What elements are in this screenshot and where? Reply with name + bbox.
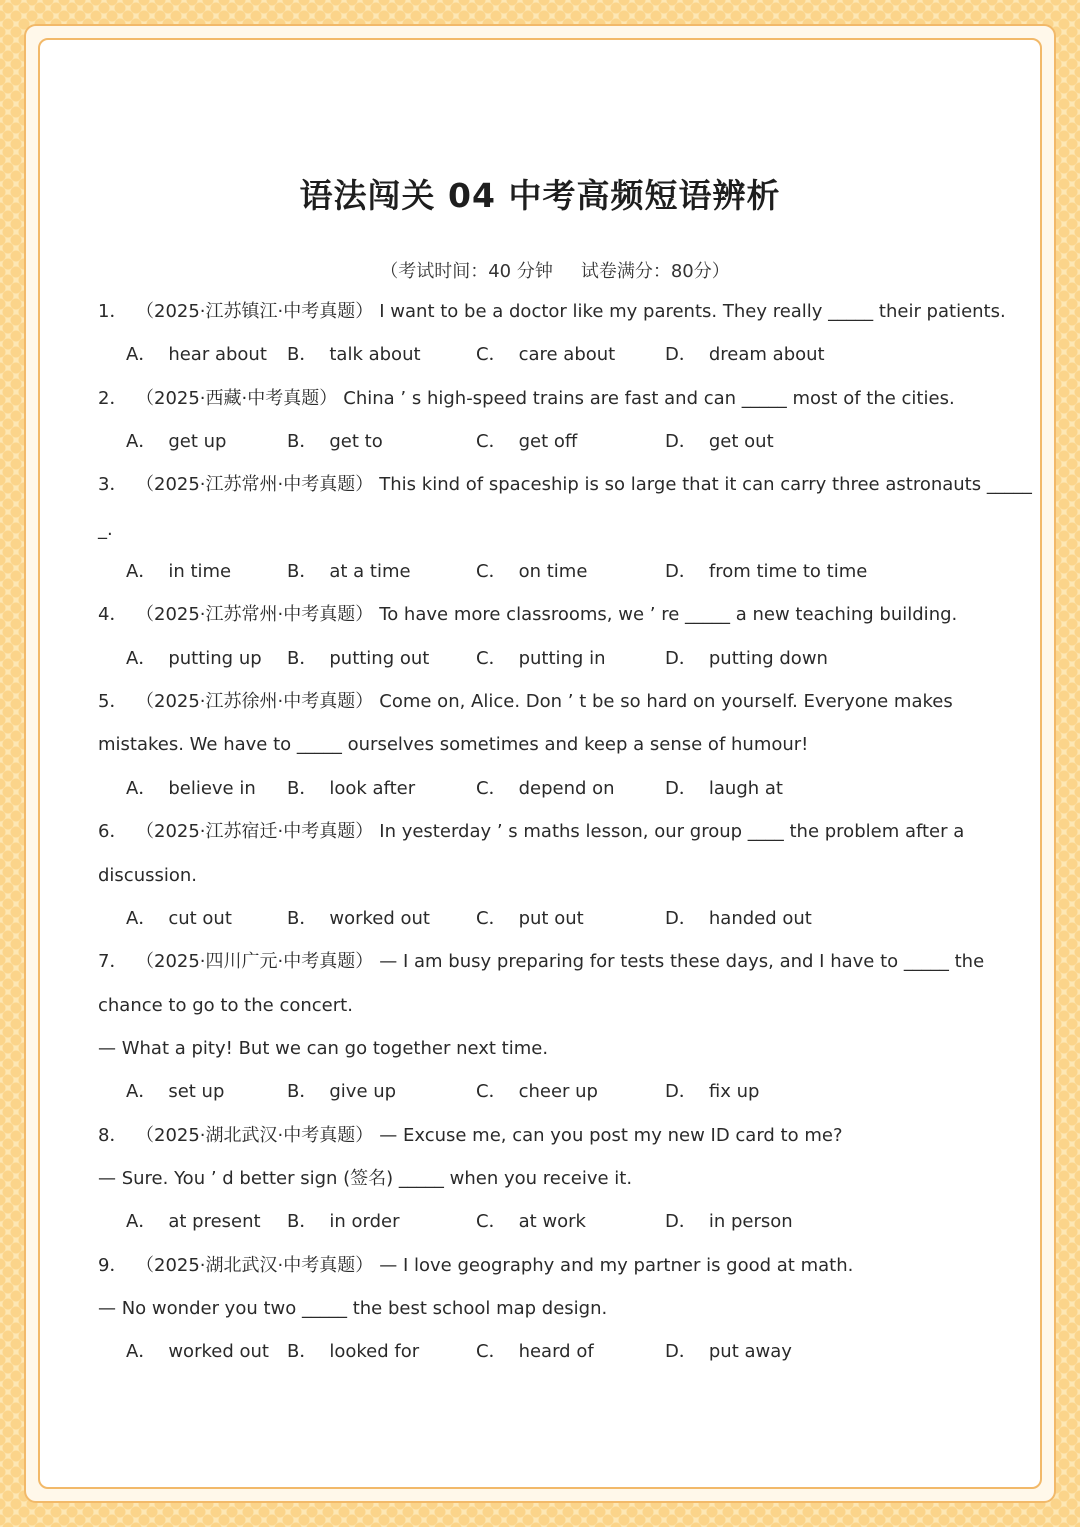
question-7-stem — [98, 950, 984, 974]
option-a[interactable]: A． in time — [126, 561, 232, 582]
option-b[interactable]: B． worked out — [287, 908, 430, 929]
question-text: In yesterday ’ s maths lesson, our group ____ the problem after a — [379, 821, 965, 842]
question-number: 7． — [98, 951, 128, 972]
question-5-stem-continued: mistakes. We have to _____ ourselves sometimes and keep a sense of humour! — [98, 734, 809, 755]
question-3-stem — [98, 473, 1032, 497]
question-7-stem-continued: chance to go to the concert. — [98, 995, 353, 1016]
question-1-stem — [98, 300, 1006, 324]
question-number: 2． — [98, 388, 128, 409]
option-c[interactable]: C． care about — [476, 344, 616, 365]
question-8-stem — [98, 1124, 843, 1148]
option-a[interactable]: A． putting up — [126, 648, 262, 669]
question-source: （2025·江苏常州·中考真题） — [136, 474, 374, 495]
question-number: 3． — [98, 474, 128, 495]
option-c[interactable]: C． cheer up — [476, 1081, 598, 1102]
question-text: — Excuse me, can you post my new ID card to me? — [379, 1125, 843, 1146]
option-c[interactable]: C． put out — [476, 908, 584, 929]
question-text: Come on, Alice. Don ’ t be so hard on yourself. Everyone makes — [379, 691, 953, 712]
option-b[interactable]: B． at a time — [287, 561, 411, 582]
question-source: （2025·湖北武汉·中考真题） — [136, 1125, 374, 1146]
exam-full-score: 试卷满分：80分） — [580, 261, 730, 282]
option-a[interactable]: A． worked out — [126, 1341, 269, 1362]
question-text: This kind of spaceship is so large that it can carry three astronauts _____ — [379, 474, 1032, 495]
question-source: （2025·江苏徐州·中考真题） — [136, 691, 374, 712]
option-a[interactable]: A． set up — [126, 1081, 225, 1102]
question-9-reply: — No wonder you two _____ the best school map design. — [98, 1298, 608, 1319]
option-a[interactable]: A． cut out — [126, 908, 232, 929]
option-d[interactable]: D． handed out — [665, 908, 812, 929]
option-c[interactable]: C． putting in — [476, 648, 606, 669]
option-b[interactable]: B． look after — [287, 778, 416, 799]
question-number: 6． — [98, 821, 128, 842]
question-text: To have more classrooms, we ’ re _____ a new teaching building. — [379, 604, 958, 625]
question-source: （2025·江苏常州·中考真题） — [136, 604, 374, 625]
question-source: （2025·江苏镇江·中考真题） — [136, 301, 374, 322]
option-d[interactable]: D． dream about — [665, 344, 825, 365]
question-number: 4． — [98, 604, 128, 625]
option-d[interactable]: D． in person — [665, 1211, 793, 1232]
question-3-stem-continued: _. — [98, 519, 113, 540]
question-8-reply: — Sure. You ’ d better sign (签名) _____ when you receive it. — [98, 1168, 633, 1189]
question-number: 9． — [98, 1255, 128, 1276]
question-number: 1． — [98, 301, 128, 322]
question-6-stem-continued: discussion. — [98, 865, 198, 886]
question-6-stem — [98, 820, 964, 844]
option-d[interactable]: D． from time to time — [665, 561, 868, 582]
option-d[interactable]: D． fix up — [665, 1081, 760, 1102]
question-4-stem — [98, 603, 957, 627]
option-a[interactable]: A． believe in — [126, 778, 256, 799]
question-7-reply: — What a pity! But we can go together next time. — [98, 1038, 549, 1059]
option-b[interactable]: B． get to — [287, 431, 383, 452]
question-5-stem — [98, 690, 953, 714]
exam-info — [0, 257, 1080, 283]
option-d[interactable]: D． put away — [665, 1341, 792, 1362]
option-b[interactable]: B． looked for — [287, 1341, 420, 1362]
option-c[interactable]: C． depend on — [476, 778, 615, 799]
option-b[interactable]: B． give up — [287, 1081, 397, 1102]
page-title: 语法闯关 04 中考高频短语辨析 — [299, 176, 781, 215]
question-2-stem — [98, 387, 955, 411]
question-source: （2025·湖北武汉·中考真题） — [136, 1255, 374, 1276]
question-number: 5． — [98, 691, 128, 712]
question-text: — I love geography and my partner is good at math. — [379, 1255, 854, 1276]
option-b[interactable]: B． talk about — [287, 344, 421, 365]
exam-time: （考试时间：40 分钟 — [380, 261, 553, 282]
question-source: （2025·四川广元·中考真题） — [136, 951, 374, 972]
question-text: China ’ s high-speed trains are fast and can _____ most of the cities. — [343, 388, 955, 409]
question-source: （2025·江苏宿迁·中考真题） — [136, 821, 374, 842]
question-number: 8． — [98, 1125, 128, 1146]
question-text: — I am busy preparing for tests these days, and I have to _____ the — [379, 951, 985, 972]
question-source: （2025·西藏·中考真题） — [136, 388, 338, 409]
option-c[interactable]: C． on time — [476, 561, 588, 582]
option-a[interactable]: A． hear about — [126, 344, 267, 365]
option-b[interactable]: B． putting out — [287, 648, 430, 669]
option-d[interactable]: D． putting down — [665, 648, 828, 669]
option-a[interactable]: A． at present — [126, 1211, 261, 1232]
option-c[interactable]: C． get off — [476, 431, 578, 452]
option-d[interactable]: D． laugh at — [665, 778, 783, 799]
option-c[interactable]: C． heard of — [476, 1341, 594, 1362]
option-d[interactable]: D． get out — [665, 431, 774, 452]
option-a[interactable]: A． get up — [126, 431, 227, 452]
option-b[interactable]: B． in order — [287, 1211, 400, 1232]
question-9-stem — [98, 1254, 853, 1278]
option-c[interactable]: C． at work — [476, 1211, 586, 1232]
question-text: I want to be a doctor like my parents. They really _____ their patients. — [379, 301, 1006, 322]
